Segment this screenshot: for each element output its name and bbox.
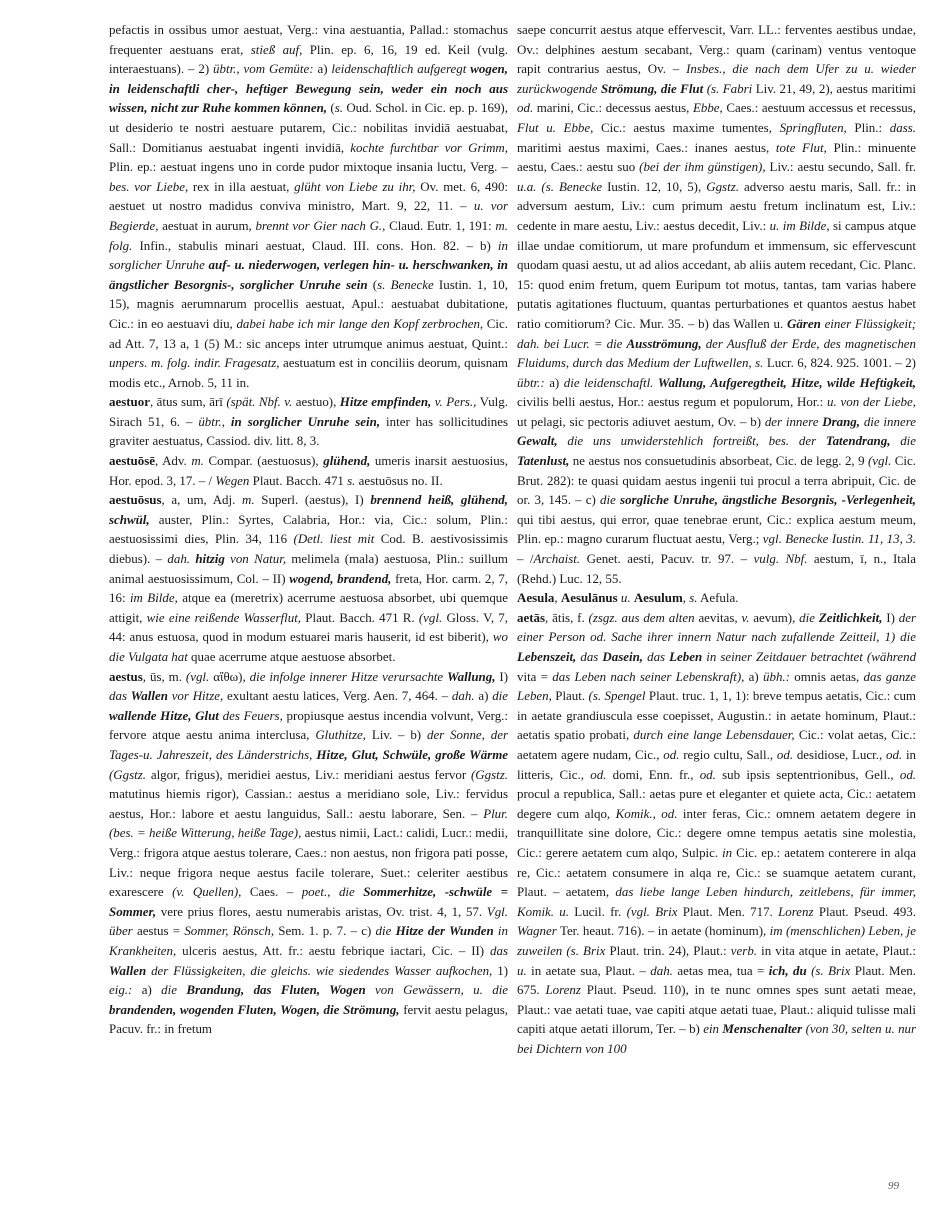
dictionary-entry [109, 490, 508, 666]
entry-text: (vgl. [868, 453, 892, 469]
entry-text: (bei der ihm günstigen), [639, 159, 766, 175]
entry-text: u. [517, 962, 527, 978]
entry-text: Hitze empfinden, [339, 394, 432, 410]
entry-text: die leidenschaftl. [563, 374, 654, 390]
entry-text: die [492, 688, 508, 704]
entry-text: Claud. Eutr. 1, 191: [385, 217, 496, 233]
entry-text: domi, Enn. fr., [606, 766, 700, 782]
entry-text: die uns unwiderstehlich fortreißt, bes. der [567, 433, 817, 449]
entry-text: aevum), [749, 609, 800, 625]
entry-text: , a, um, Adj. [161, 492, 243, 508]
entry-text: Ter. heaut. 716). – in aetate (hominum), [556, 923, 770, 939]
entry-text: Aesulum [633, 590, 683, 606]
entry-text: Plaut. Men. 675. [517, 962, 916, 998]
entry-text: das [490, 942, 508, 958]
entry-text: Lucil. fr. [569, 903, 627, 919]
entry-text: u.a. (s. Benecke [517, 178, 603, 194]
entry-text: umeris inarsit aestuosius, Hor. epod. 3, 17. – / [109, 453, 508, 488]
left-column [109, 20, 508, 1039]
entry-text: regio cultu, Sall., [679, 746, 777, 762]
entry-text: Cic. ad Att. 7, 13 a, 1 (5) M.: sic anceps inter utrumque animus aestuat, Quint.: [109, 315, 508, 351]
entry-text: Lebenszeit, [517, 649, 577, 664]
dictionary-entry [109, 667, 508, 1039]
entry-text: Gloss. V, 7, 44: anus estuosa, quod in modum estuarei maris hauserit, id est biberit), [109, 609, 508, 645]
entry-text: Wallen [109, 962, 147, 978]
entry-text: saepe concurrit aestus atque effervescit, Varr. LL.: ferventes aestibus undae, Ov.: delphines aestum secabant, Verg.: quam (carinam) ventus ventoque rapit contrarius aestus, Ov. – [517, 22, 916, 77]
entry-text: die [338, 884, 355, 900]
entry-text: m. folg. [109, 217, 508, 253]
right-column [517, 20, 916, 1058]
entry-text: eig.: [109, 982, 133, 998]
entry-text: übtr., [198, 413, 225, 429]
entry-text: der innere [764, 413, 819, 429]
entry-text [330, 884, 339, 899]
entry-text: der Ausfluß der Erde, des magnetischen Fluidums, durch das Medium der Luftwellen, s. [517, 335, 917, 371]
entry-text: Superl. (aestus), I) [254, 492, 371, 508]
entry-text: von Natur, [230, 551, 287, 567]
entry-text: Ausströmung, [626, 335, 702, 351]
entry-text: aestuat in aurum, [158, 217, 256, 233]
entry-text: a) [744, 668, 764, 684]
entry-text: aestuatum est in conciliis deorum, quisnam modis etc., Arnob. 5, 11 in. [109, 355, 508, 390]
entry-text: adverso aestu maris, Sall. fr.: in adversum aestum, Liv.: cum primum aestu fretum inclinatum est, Liv.: cedente in mare aestu, Liv.: aestus decedit, Liv.: [517, 178, 917, 233]
entry-text: od. [885, 746, 903, 762]
entry-text: aestus nimii, Lact.: calidi, Lucr.: medii, Verg.: frigora atque aestus tolerare, Caes.: non aestus, non frigora pati posse, Liv.: neque frigora neque aestus facile tolerare, Suet.: celeriter aestibus exarescere [109, 825, 509, 900]
entry-text: Aesula [517, 590, 555, 606]
entry-text: procul a republica, Sall.: aetas pure et eleganter et quiete acta, Cic.: aetatem degere cum alqo, [517, 786, 916, 821]
entry-text [890, 433, 900, 448]
entry-text: Plaut. Bacch. 471 [249, 472, 348, 488]
entry-text: des Feuers, [222, 707, 283, 723]
entry-text: Cic.: aestus maxime tumentes, [593, 119, 780, 135]
entry-text: brandenden, wogenden Fluten, Wogen, die Strömung, [109, 1001, 400, 1017]
entry-text: Tatenlust, [517, 453, 570, 469]
entry-text: übtr., vom Gemüte: [213, 61, 314, 77]
entry-text: Cod. B. aestivosissimis diebus). – [109, 531, 508, 567]
entry-text: ut pelagi, sic pectoris adiuvet aestum, Ov. – b) [517, 413, 765, 429]
entry-text: leidenschaftlich aufgeregt [331, 61, 467, 77]
entry-text: Compar. (aestuosus), [203, 453, 324, 469]
entry-text: aetas mea, tua = [672, 962, 769, 978]
entry-text: a) [313, 61, 332, 77]
entry-text: omnis aetas, [789, 668, 864, 684]
entry-text: Flut u. Ebbe, [517, 119, 594, 135]
entry-text: melimela (mala) aestuosa, Plin.: suillum animal aestuosissimum, Col. – II) [109, 551, 508, 586]
entry-text: (Detl. liest mit [293, 531, 375, 547]
entry-text: Plur. (bes. = heiße Witterung, heiße Tage), [109, 805, 508, 841]
entry-text: (von 30, selten u. nur bei Dichtern von 100 [517, 1021, 917, 1056]
entry-text: m. [191, 453, 204, 469]
entry-text: Sem. 1. p. 7. – c) [274, 923, 376, 939]
entry-text: quae acerrume atque aestuose absorbet. [187, 649, 396, 664]
entry-text: wogen, in leidenschaftli cher-, heftiger Bewegung sein, weder ein noch aus wissen, nicht zur Ruhe kommen können, [109, 61, 508, 116]
entry-text: Wallung, Aufgeregtheit, Hitze, wilde Heftigkeit, [657, 374, 916, 390]
entry-text: der Flüssigkeiten, die gleichs. wie siedendes Wasser aufkochen, [151, 962, 493, 978]
entry-text: Vulg. Sirach 51, 6. – [109, 394, 508, 429]
entry-text: ( [367, 276, 378, 292]
entry-text: (vgl. Brix [626, 903, 678, 919]
entry-text: Gären [786, 315, 821, 331]
entry-text: sorgliche Unruhe, ängstliche Besorgnis, -Verlegenheit, [620, 492, 916, 508]
entry-text: wogend, brandend, [289, 570, 392, 586]
entry-text: durch eine lange Lebensdauer, [633, 727, 795, 743]
entry-text: algor, frigus), meridiei aestus, Liv.: meridiani aestus fervor [146, 766, 471, 782]
entry-text: Tatendrang, [825, 433, 891, 449]
entry-text: aestus = [132, 923, 185, 939]
dictionary-entry [517, 588, 916, 608]
entry-text: matutinus hiemis rigor), Cassian.: aestus a meridiano sole, Liv.: fervidus aestus, Hor.: labore et aestu languidus, Sall.: aestu laborare, Sen. – [109, 786, 508, 821]
entry-text [558, 433, 568, 448]
entry-text: Wallung, [447, 668, 496, 684]
entry-text: kochte furchtbar vor Grimm, [350, 139, 509, 155]
entry-text: aestuōsus no. II. [355, 472, 443, 488]
entry-text: (s. Brix [811, 962, 851, 978]
entry-text: v. [741, 609, 750, 625]
entry-text: propiusque aestus incendia volvunt, Verg.: fervore atque aestu anima interclusa, [109, 707, 508, 743]
entry-text: rex in illa aestuat, [188, 178, 295, 194]
entry-text [355, 884, 364, 899]
entry-text: si campus atque illae undae comitiorum, ut mare profundum et immensum, sic effervescunt quodam quasi aestu, ut ad alios accedant, ab aliis autem recedant, Cic. Planc. 15: quod enim fretum, quem Euripum tot motus, tantas, tam varias habere putatis agitationes fluctuum, quantas perturbationes et quantos aestus habet ratio comitiorum? Cic. Mur. 35. – b) das Wallen u. [517, 217, 916, 331]
entry-text: Lorenz [545, 982, 581, 998]
entry-text: exultant aestu latices, Verg. Aen. 7, 464. – [223, 688, 452, 704]
entry-text: auster, Plin.: Syrtes, Calabria, Hor.: via, Cic.: solum, Plin.: aestuosissimi dies, Plin. 34, 116 [109, 511, 508, 547]
entry-text: aestum, ī, n., Itala (Rehd.) Luc. 12, 55. [517, 551, 916, 586]
entry-text: , [682, 590, 690, 606]
entry-text: Zeitlichkeit, [818, 609, 883, 625]
entry-text: (v. Quellen), [172, 884, 242, 900]
entry-text: in vita atque in aetate, Plaut.: [757, 942, 917, 958]
entry-text: ulceris aestus, Att. fr.: aestu febrique iactari, Cic. – II) [176, 942, 491, 958]
entry-text: Cic. ep.: aetatem conterere in alqa re, Cic.: aetatem consumere in alqa re, Cic.: se suamque aetatem curant, Plaut. – aetatem, [517, 844, 916, 900]
entry-text: , [554, 590, 561, 606]
entry-text: Lucr. 6, 824. 925. 1001. – 2) [763, 355, 916, 371]
entry-text: Gluthitze, [315, 727, 366, 743]
entry-text: vgl. Benecke Iustin. 11, 13, 3. [762, 531, 916, 547]
entry-text: verb. [730, 942, 758, 958]
entry-text: in aetate sua, Plaut. – [526, 962, 651, 978]
entry-text: von Gewässern, u. die [375, 982, 509, 998]
entry-text: aestuōsus [109, 492, 162, 508]
entry-text: I) [882, 609, 899, 625]
entry-text: sub ipsis septentrionibus, Gell., [715, 766, 900, 782]
entry-text: , ūs, m. [142, 668, 186, 684]
entry-text: , ātis, f. [545, 609, 589, 625]
entry-text: marini, Cic.: decessus aestus, [533, 100, 693, 116]
entry-text: die [799, 609, 815, 625]
entry-text: u. im Bilde, [769, 217, 830, 233]
entry-text: Liv. 21, 49, 2), aestus maritimi [752, 80, 916, 96]
entry-text: (Ggstz. [109, 766, 147, 782]
entry-text: , ātus sum, ārī [149, 394, 227, 410]
entry-text: Lorenz [778, 903, 814, 919]
entry-text: in litteris, Cic., [517, 746, 917, 782]
entry-text: u. [620, 590, 631, 606]
dictionary-entry [109, 451, 508, 490]
entry-text: Genet. aesti, Pacuv. tr. 97. – [580, 551, 754, 567]
entry-text: der einer Person od. Sache ihrer innern Natur nach zufallende Zeitteil, 1) die [517, 609, 916, 645]
entry-text: die [161, 982, 177, 998]
entry-text: s. Benecke [377, 276, 434, 292]
entry-text: a) [474, 688, 493, 704]
entry-text: im (menschlichen) Leben, je zuweilen (s. Brix [517, 923, 917, 958]
entry-text: wo die Vulgata hat [109, 629, 508, 664]
entry-text: poet., [301, 884, 331, 900]
entry-text: Infin., stabulis minari aestuat, Claud. III. cons. Hon. 82. – b) [132, 237, 498, 253]
entry-text: in sorglicher Unruhe [109, 237, 508, 273]
entry-text: inter feras, Cic.: omnem aetatem degere in tranquillitate sine dolore, Cic.: degere omne tempus aetatis sine molestia, Cic.: gerere aetatem cum alqo, Sulpic. [517, 805, 917, 860]
entry-text: aevitas, [694, 609, 742, 625]
entry-text: vor Hitze, [171, 688, 224, 704]
entry-text: die [375, 923, 392, 939]
entry-text: αἴθω), [209, 668, 250, 684]
entry-text: stieß auf, [250, 41, 303, 57]
entry-text [177, 982, 186, 997]
entry-text: Ebbe, [692, 100, 723, 116]
entry-text: civilis belli aestus, Hor.: aestus regum et populorum, Hor.: [517, 394, 828, 410]
entry-text: (s. Spengel [588, 688, 646, 704]
entry-text: dah. [167, 551, 191, 567]
entry-text: wallende Hitze, Glut [109, 707, 219, 723]
entry-text: auf- u. niederwogen, verlegen hin- u. herschwanken, in ängstlicher Besorgnis-, sorglicher Unruhe sein [109, 257, 508, 292]
entry-text: (s. Fabri [706, 80, 753, 96]
entry-text: das [109, 688, 127, 704]
entry-text: Plin. ep.: aestuat ingens uno in corde pudor mixtoque insania luctu, Verg. – [109, 159, 508, 175]
entry-text: v. Pers., [434, 394, 477, 410]
entry-text: Plaut. trin. 24), Plaut.: [605, 942, 731, 958]
entry-text: s. [334, 100, 343, 116]
entry-text: glüht von Liebe zu ihr, [294, 178, 416, 194]
entry-text: Wagner [517, 923, 557, 939]
entry-text: Hitze der Wunden [395, 923, 494, 939]
entry-text: dah. [650, 962, 673, 978]
dictionary-entry [109, 20, 508, 392]
entry-text: das liebe lange Leben hindurch, zeitlebens, für immer, Komik. u. [517, 884, 916, 919]
entry-text: Komik., od. [615, 805, 678, 821]
entry-text: – / [517, 551, 534, 567]
entry-text: (vgl. [185, 668, 210, 684]
entry-text: 1) [492, 962, 509, 978]
entry-text: der Sonne, der Tages-u. Jahreszeit, des Länderstrichs, [109, 727, 508, 762]
entry-text: aestuōsē [109, 453, 155, 469]
entry-text: Caes.: aestuum accessus et recessus, [722, 100, 916, 116]
entry-text: einer Flüssigkeit; dah. bei Lucr. = die [517, 315, 916, 351]
entry-text: ( [327, 100, 335, 116]
entry-text: Springfluten, [779, 119, 847, 135]
entry-text: in Krankheiten, [109, 923, 508, 958]
entry-text: die [900, 433, 917, 449]
entry-text: I) [495, 668, 508, 684]
entry-text: dabei habe ich mir lange den Kopf zerbrochen, [236, 315, 484, 331]
entry-text: bes. vor Liebe, [109, 178, 189, 194]
entry-text: in sorglicher Unruhe sein, [230, 413, 381, 429]
entry-text: Plin.: minuente aestu, Caes.: aestu suo [517, 139, 917, 175]
entry-text: im Bilde, [129, 590, 178, 606]
entry-text: Vgl. über [109, 903, 508, 939]
entry-text: Ov. met. 6, 490: aestuet ut nostro madidus conviva ministro, Mart. 9, 22, 11. – [109, 178, 509, 214]
entry-text: tote Flut, [775, 139, 827, 155]
entry-text: (Ggstz. [470, 766, 508, 782]
entry-text: a) [544, 374, 564, 390]
entry-text: freta, Hor. carm. 2, 7, 16: [109, 570, 508, 606]
dictionary-entry [517, 20, 916, 588]
entry-text: dah. [451, 688, 475, 704]
entry-text: maritimi aestus maximi, Caes.: inanes aestus, [517, 139, 776, 155]
entry-text: inter has sollicitudines graviter aestuatus, Cassiod. div. litt. 8, 3. [109, 413, 508, 449]
entry-text: u. vor Begierde, [109, 198, 509, 233]
entry-text: das Leben nach seiner Lebenskraft), [552, 668, 745, 684]
entry-text: aestuo), [292, 394, 340, 410]
entry-text: od. [663, 746, 680, 762]
entry-text: Plaut. truc. 1, 1, 1): breve tempus aetatis, Cic.: cum in aetate grandiuscula esse coepisset, Augustin.: in aetate hominum, Plaut.: aetatis spatio probati, [517, 688, 916, 743]
entry-text: in [722, 844, 733, 860]
entry-text: Iustin. 1, 10, 15), magnis aerumnarum procellis aestuat, Apul.: aestuabat dubitatione, Cic.: in eo aestuavi diu, [109, 276, 508, 331]
entry-text: Drang, [822, 413, 861, 429]
entry-text: Dasein, [602, 649, 644, 664]
entry-text: ein [703, 1021, 720, 1037]
entry-text: Plin. ep. 6, 16, 19 ed. Keil (vulg. interaestuans). – 2) [109, 41, 509, 77]
entry-text: aetās [517, 609, 546, 625]
entry-text: Caes. – [241, 884, 302, 900]
entry-text: die infolge innerer Hitze verursachte [249, 668, 444, 684]
entry-text: die innere [863, 413, 917, 429]
entry-text: m. [242, 492, 255, 508]
entry-text: Wallen [130, 688, 168, 704]
entry-text: Sommer, Rönsch, [184, 923, 275, 939]
dictionary-entry [517, 608, 916, 1059]
entry-text: unpers. m. folg. indir. Fragesatz, [109, 355, 280, 371]
entry-text: brennt vor Gier nach G., [255, 217, 386, 233]
entry-text: atque ea (meretrix) acerrume aestuosa absorbet, ubi quemque attigit, [109, 590, 508, 625]
entry-text: Insbes., die nach dem Ufer zu u. wieder zurückwogende [517, 61, 916, 96]
entry-text: Oud. Schol. in Cic. ep. p. 169), ut desiderio te nostri aestuare putarem, Cic.: nobilitas invidiā aestuabat, Sall.: Domitianus aestuabat ingenti invidiā, [109, 100, 508, 155]
entry-text: Ggstz. [706, 178, 739, 194]
entry-text: desidiose, Lucr., [793, 746, 886, 762]
entry-text: Plaut. Bacch. 471 R. [301, 609, 419, 625]
entry-text: vere prius flores, aestu numerabis aristas, Ov. trist. 4, 1, 57. [156, 903, 487, 919]
entry-text: od. [590, 766, 607, 782]
entry-text: fervit aestu pelagus, Pacuv. fr.: in fretum [109, 1001, 509, 1037]
entry-text [366, 982, 375, 997]
entry-text: Strömung, die Flut [600, 80, 704, 96]
entry-text: a) [132, 982, 162, 998]
entry-text: Iustin. 12, 10, 5), [602, 178, 707, 194]
entry-text: Wegen [215, 472, 250, 488]
entry-text: Menschenalter [722, 1021, 803, 1037]
entry-text: Aefula. [697, 590, 739, 606]
entry-text: Sommerhitze, -schwüle = Sommer, [109, 884, 509, 919]
entry-text: Brandung, das Fluten, Wogen [186, 982, 366, 998]
entry-text: das [580, 649, 599, 664]
entry-text: Cic.: volat aetas, Cic.: aetatem agere nudam, Cic., [517, 727, 916, 762]
entry-text: vulg. Nbf. [753, 551, 808, 567]
entry-text: dass. [889, 119, 916, 135]
entry-text: (spät. Nbf. v. [226, 394, 293, 410]
entry-text: Plaut. Pseud. 110), in te nunc omnes spes sunt aetati meae, Plaut.: vae aetati tuae, vae capiti atque aetati tuae, Plaut.: aliquid tulisse mali capiti atque aetati illorum, Ter. – b) [517, 982, 916, 1037]
entry-text: (vgl. [418, 609, 443, 625]
entry-text: in seiner Zeitdauer betrachtet (während [706, 649, 917, 664]
page-number: 99 [888, 1180, 899, 1192]
entry-text: übh.: [763, 668, 790, 684]
entry-text: Liv. – b) [365, 727, 427, 743]
entry-text: (zsgz. aus dem alten [588, 609, 695, 625]
entry-text: vita = [517, 668, 553, 684]
entry-text: ich, du [768, 962, 807, 978]
entry-text: s. [689, 590, 698, 606]
entry-text: Liv.: aestu secundo, Sall. fr. [765, 159, 916, 175]
entry-text [816, 433, 826, 448]
entry-text: aestuor [109, 394, 150, 410]
entry-text: wie eine reißende Wasserflut, [146, 609, 302, 625]
entry-text: übtr.: [517, 374, 545, 390]
entry-text: Aesulānus [560, 590, 618, 606]
entry-text: od. [899, 766, 917, 782]
entry-text: od. [699, 766, 716, 782]
entry-text: Plaut. Men. 717. [677, 903, 779, 919]
entry-text: die [600, 492, 616, 508]
entry-text: das ganze Leben, [517, 668, 916, 704]
entry-text: Archaist. [533, 551, 581, 567]
entry-text: ne aestus nos consuetudinis absorbeat, Cic. de legg. 2, 9 [569, 453, 868, 469]
entry-text: Plaut. Pseud. 493. [813, 903, 917, 919]
entry-text: , Adv. [155, 453, 192, 469]
entry-text: Plin.: [846, 119, 890, 135]
entry-text: od. [517, 100, 534, 116]
entry-text: s. [347, 472, 356, 488]
entry-text: Plaut. [551, 688, 589, 704]
entry-text: glühend, [323, 453, 371, 469]
entry-text: Leben [669, 649, 703, 664]
entry-text: aestus [109, 668, 143, 684]
entry-text: Hitze, Glut, Schwüle, große Wärme [316, 746, 509, 762]
entry-text: hitzig [195, 551, 225, 567]
entry-text: Gewalt, [517, 433, 558, 449]
entry-text: od. [776, 746, 794, 762]
entry-text: brennend heiß, glühend, schwül, [109, 492, 508, 527]
entry-text: Cic. Brut. 282): te quasi quidam aestus ingenii tui procul a terra abripuit, Cic. de or. 3, 145. – c) [517, 453, 916, 508]
entry-text: pefactis in ossibus umor aestuat, Verg.: vina aestuantia, Pallad.: stomachus frequenter aestuans erat, [109, 22, 508, 57]
entry-text: das [647, 649, 666, 664]
entry-text: u. von der Liebe, [827, 394, 916, 410]
dictionary-entry [109, 392, 508, 451]
entry-text: qui tibi aestus, qui error, quae tenebrae erunt, Cic.: explica aestum meum, Plin. ep.: magno curarum fluctuat aestu, Verg.; [517, 511, 916, 547]
